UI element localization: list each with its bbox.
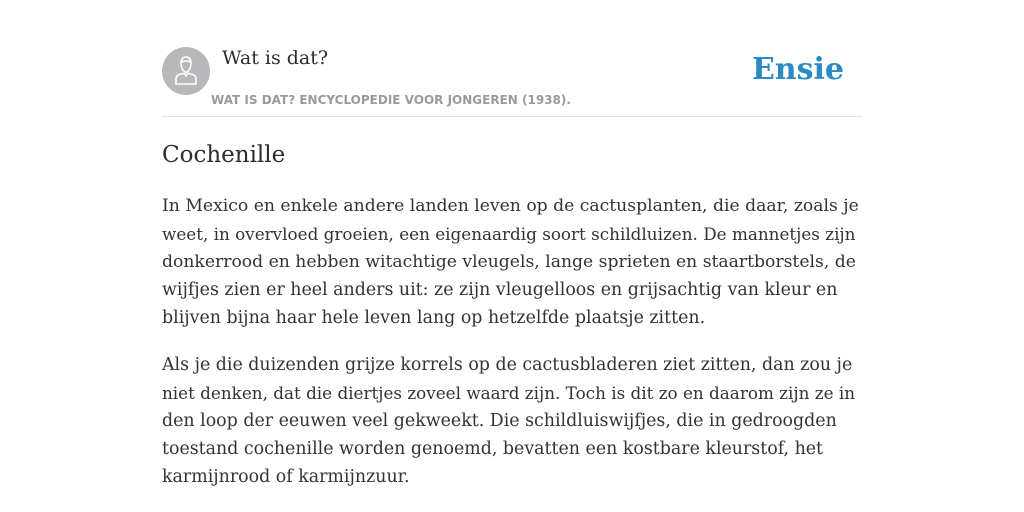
source-subtitle: WAT IS DAT? ENCYCLOPEDIE VOOR JONGEREN (1938). (211, 93, 571, 107)
ensie-logo[interactable]: Ensie (751, 52, 844, 87)
paragraph-line: karmijnrood of karmijnzuur. (162, 467, 410, 487)
paragraph-line: niet denken, dat die diertjes zoveel waard zijn. Toch is dit zo en daarom zijn ze in (162, 383, 856, 403)
paragraph-line: den loop der eeuwen veel gekweekt. Die schildluiswijfjes, die in gedroogden (162, 411, 837, 431)
paragraph-line: donkerrood en hebben witachtige vleugels, lange sprieten en staartborstels, de (162, 252, 856, 272)
paragraph-line: Als je die duizenden grijze korrels op de cactusbladeren ziet zitten, dan zou je (162, 355, 853, 375)
paragraph-line: wijfjes zien er heel anders uit: ze zijn vleugelloos en grijsachtig van kleur en (162, 280, 838, 300)
source-header (162, 46, 862, 117)
paragraph-line: weet, in overvloed groeien, een eigenaardig soort schildluizen. De mannetjes zijn (162, 224, 856, 244)
source-avatar[interactable] (162, 47, 210, 95)
article-paragraph (162, 192, 862, 332)
paragraph-line: toestand cochenille worden genoemd, bevatten een kostbare kleurstof, het (162, 439, 824, 459)
article-title: Cochenille (162, 142, 286, 168)
paragraph-line: In Mexico en enkele andere landen leven op de cactusplanten, die daar, zoals je (162, 196, 859, 216)
user-silhouette-icon (162, 47, 210, 95)
article-paragraph (162, 351, 862, 491)
source-title[interactable]: Wat is dat? (222, 47, 329, 69)
paragraph-line: blijven bijna haar hele leven lang op hetzelfde plaatsje zitten. (162, 308, 706, 328)
